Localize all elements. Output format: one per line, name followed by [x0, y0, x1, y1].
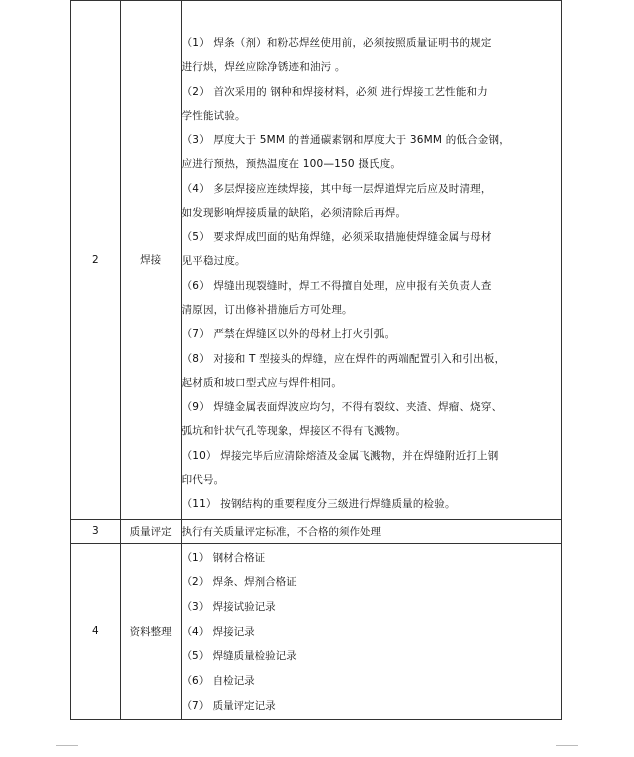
table-row-welding: [71, 1, 562, 520]
list-item: （1） 钢材合格证: [181, 551, 266, 564]
page-corner-left: [56, 745, 78, 754]
row-content: [181, 1, 561, 520]
list-item: （5） 焊缝质量检验记录: [181, 650, 297, 663]
list-item: （2） 焊条、焊剂合格证: [181, 576, 297, 589]
welding-paragraph: [182, 444, 561, 492]
row-item: 焊接: [120, 1, 181, 520]
paragraph-line: 进行烘，焊丝应除净锈迹和油污 。: [181, 61, 346, 73]
paragraph-line: （11） 按钢结构的重要程度分三级进行焊缝质量的检验。: [181, 498, 456, 510]
paragraph-line: 清原因，订出修补措施后方可处理。: [181, 303, 353, 316]
welding-paragraph: [182, 31, 561, 79]
paragraph-line: （3） 厚度大于 5MM 的普通碳素钢和厚度大于 36MM 的低合金钢，: [181, 134, 510, 146]
paragraph-line: 见平稳过度。: [181, 255, 246, 267]
paragraph-line: （7） 严禁在焊缝区以外的母材上打火引弧。: [181, 328, 396, 340]
welding-paragraph: [182, 274, 561, 322]
welding-paragraph: [182, 492, 561, 516]
welding-paragraph: [182, 347, 561, 395]
paragraph-line: 学性能试验。: [181, 109, 246, 122]
welding-requirements: [182, 31, 561, 516]
records-list: [182, 546, 561, 719]
list-item: （4） 焊接记录: [181, 625, 255, 638]
welding-paragraph: [182, 177, 561, 225]
page-corner-right: [556, 745, 578, 754]
paragraph-line: （9） 焊缝金属表面焊波应均匀，不得有裂纹、夹渣、焊瘤、烧穿、: [181, 401, 503, 413]
row-content: [181, 543, 561, 720]
paragraph-line: 弧坑和针状气孔等现象，焊接区不得有飞溅物。: [181, 425, 407, 437]
list-item: （7） 质量评定记录: [181, 699, 276, 712]
list-item: （6） 自检记录: [181, 675, 255, 688]
row-number: 3: [71, 519, 121, 543]
paragraph-line: （1） 焊条（剂）和粉芯焊丝使用前，必须按照质量证明书的规定: [181, 37, 492, 49]
construction-spec-table: [70, 0, 562, 720]
welding-paragraph: [182, 80, 561, 128]
paragraph-line: （2） 首次采用的 钢种和焊接材料，必须 进行焊接工艺性能和力: [181, 85, 488, 98]
welding-paragraph: [182, 128, 561, 176]
paragraph-line: （5） 要求焊成凹面的贴角焊缝，必须采取措施使焊缝金属与母材: [181, 231, 492, 243]
paragraph-line: 起材质和坡口型式应与焊件相同。: [181, 376, 343, 389]
welding-paragraph: [182, 395, 561, 443]
row-number: 2: [71, 1, 121, 520]
welding-paragraph: [182, 225, 561, 273]
paragraph-line: （6） 焊缝出现裂缝时，焊工不得擅自处理，应申报有关负责人查: [181, 279, 492, 292]
table-row-quality: [71, 519, 562, 543]
paragraph-line: 如发现影响焊接质量的缺陷，必须清除后再焊。: [181, 206, 407, 219]
row-item: 质量评定: [120, 519, 181, 543]
paragraph-line: （8） 对接和 T 型接头的焊缝，应在焊件的两端配置引入和引出板，: [181, 352, 506, 365]
paragraph-line: 印代号。: [181, 473, 225, 486]
row-number: 4: [71, 543, 121, 720]
paragraph-line: （10） 焊接完毕后应清除熔渣及金属飞溅物，并在焊缝附近打上钢: [181, 449, 499, 462]
welding-paragraph: [182, 322, 561, 346]
row-item: 资料整理: [120, 543, 181, 720]
table-row-records: [71, 543, 562, 720]
paragraph-line: 应进行预热，预热温度在 100—150 摄氏度。: [181, 158, 402, 170]
list-item: （3） 焊接试验记录: [181, 600, 276, 613]
paragraph-line: （4） 多层焊接应连续焊接，其中每一层焊道焊完后应及时清理，: [181, 182, 492, 195]
row-content: 执行有关质量评定标准，不合格的须作处理: [181, 519, 561, 543]
